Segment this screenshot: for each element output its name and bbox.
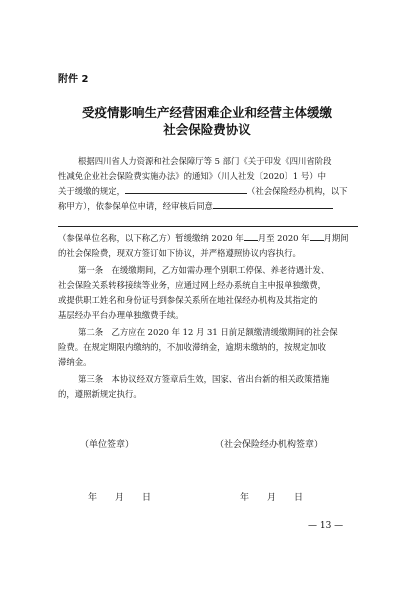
- paragraph-1-line-1: 根据四川省人力资源和社会保障厅等 5 部门《关于印发《四川省阶段: [78, 156, 332, 166]
- agency-name-blank[interactable]: [125, 185, 247, 194]
- company-sign-date: 年 月 日: [88, 493, 152, 503]
- article-2-line-2: 险费。在规定期限内缴纳的，不加收滞纳金，逾期未缴纳的，按规定加收: [58, 342, 326, 352]
- article-3-line-1: 第三条 本协议经双方签章后生效，国家、省出台新的相关政策措施: [78, 374, 330, 384]
- article-2-line-1: 第二条 乙方应在 2020 年 12 月 31 日前足额缴清缓缴期间的社会保: [78, 327, 338, 337]
- paragraph-1-line-6: 的社会保险费，现双方签订如下协议，并严格遵照协议内容执行。: [58, 248, 301, 258]
- paragraph-1-line-4-text: 称甲方），依参保单位申请，经审核后同意: [58, 201, 213, 211]
- agency-seal-label: （社会保险经办机构签章）: [215, 440, 324, 450]
- paragraph-1-line-3: [58, 185, 348, 197]
- paragraph-1-line-4: [58, 200, 333, 212]
- article-1-line-4: 基层经办平台办理单独缴费手续。: [58, 310, 184, 320]
- paragraph-1-line-3-text-a: 关于缓缴的规定，: [58, 186, 125, 196]
- paragraph-1-line-5-text-c: 月期间: [323, 233, 349, 243]
- attachment-label: 附件 2: [58, 74, 89, 85]
- paragraph-1-line-5-text-a: （参保单位名称，以下称乙方）暂缓缴纳 2020 年: [58, 233, 244, 243]
- paragraph-1-line-3-text-b: （社会保险经办机构，以下: [247, 186, 348, 196]
- article-2-line-3: 滞纳金。: [58, 357, 92, 367]
- article-3-line-2: 的，遵照新规定执行。: [58, 389, 142, 399]
- end-month-blank[interactable]: [310, 232, 324, 241]
- document-title-line-1: 受疫情影响生产经营困难企业和经营主体缓缴: [81, 105, 332, 120]
- document-title-line-2: 社会保险费协议: [163, 122, 251, 137]
- paragraph-1-line-5: [58, 232, 349, 244]
- company-seal-label: （单位签章）: [80, 440, 135, 450]
- page-number: — 13 —: [308, 521, 344, 531]
- article-1-line-1: 第一条 在缓缴期间，乙方如需办理个别职工停保、养老待遇计发、: [78, 265, 330, 275]
- company-name-blank-2[interactable]: [58, 226, 358, 227]
- paragraph-1-line-5-text-b: 月至 2020 年: [257, 233, 310, 243]
- agency-sign-date: 年 月 日: [240, 493, 304, 503]
- article-1-line-3: 或提供职工姓名和身份证号到参保关系所在地社保经办机构及其指定的: [58, 295, 318, 305]
- paragraph-1-line-2: 性减免企业社会保险费实施办法》的通知》（川人社发〔2020〕1 号）中: [58, 171, 326, 181]
- start-month-blank[interactable]: [244, 232, 258, 241]
- company-name-blank-1[interactable]: [213, 200, 333, 209]
- article-1-line-2: 社会保险关系转移接续等业务，应通过网上经办系统自主申报单独缴费，: [58, 280, 326, 290]
